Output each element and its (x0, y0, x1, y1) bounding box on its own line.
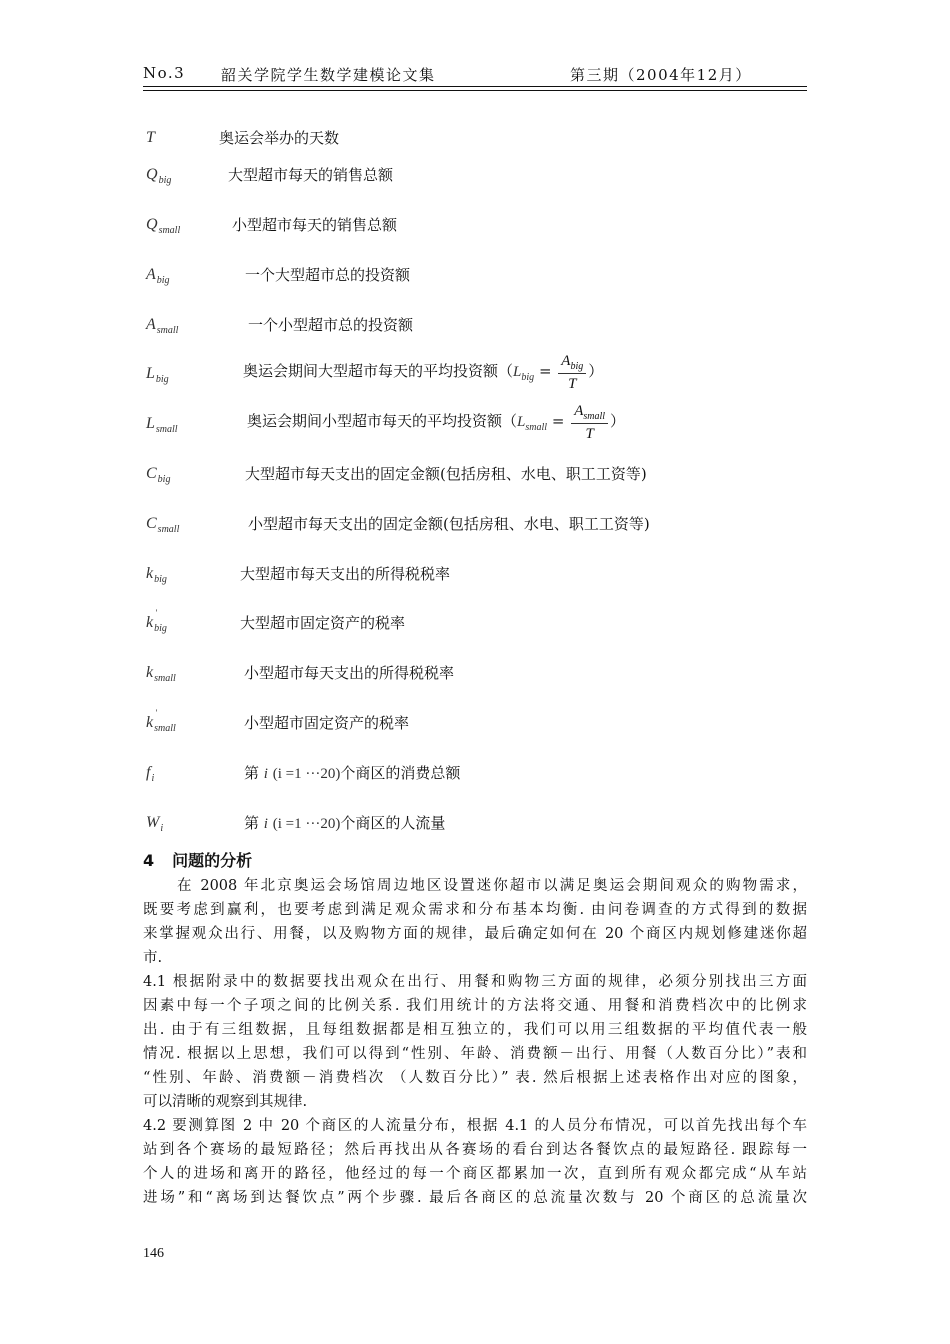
fraction: $\frac{A_{big}}{T}$ (558, 351, 586, 394)
symbol-row (0, 762, 950, 792)
symbol-description: 大型超市每天的销售总额 (228, 166, 394, 184)
section-title: 问题的分析 (172, 851, 253, 870)
symbol-row (0, 563, 950, 593)
paragraph-line: 在 2008 年北京奥运会场馆周边地区设置迷你超市以满足奥运会期间观众的购物需求， (177, 878, 807, 894)
symbol-description: 一个小型超市总的投资额 (248, 316, 414, 334)
paragraph-line: 进场”和“离场到达餐饮点”两个步骤. 最后各商区的总流量次数与 20 个商区的总流量次 (143, 1190, 807, 1206)
paragraph-line: “性别、年龄、消费额－消费档次 （人数百分比）” 表. 然后根据上述表格作出对应的图象， (143, 1070, 807, 1086)
header-rule-thick (143, 86, 807, 87)
symbol: $A_{big}$ (146, 266, 170, 286)
symbol-row (0, 264, 950, 294)
symbol-row (0, 352, 950, 393)
symbol: $Q_{big}$ (146, 166, 172, 186)
section-number: 4 (143, 851, 155, 870)
header-rule-thin (143, 90, 807, 91)
formula-lhs: $L_{small}$ (517, 414, 548, 433)
symbol-description: 小型超市每天支出的固定金额(包括房租、水电、职工工资等) (248, 515, 650, 533)
symbol: T (146, 129, 155, 146)
symbol-row (0, 812, 950, 842)
symbol-row (0, 314, 950, 344)
symbol: $f_i$ (146, 764, 155, 784)
symbol: $W_i$ (146, 814, 164, 834)
symbol-description: 第 i (i =1 ···20)个商区的消费总额 (244, 764, 461, 782)
symbol: $k_{big}$ (146, 565, 167, 585)
symbol-row (0, 402, 950, 443)
paragraph-line: 出. 由于有三组数据，且每组数据都是相互独立的，我们可以用三组数据的平均值代表一般 (143, 1022, 807, 1038)
paragraph-line: 个人的进场和离开的路径，他经过的每一个商区都累加一次，直到所有观众都完成“从车站 (143, 1166, 807, 1182)
symbol-row (0, 214, 950, 244)
symbol-description: 大型超市每天支出的固定金额(包括房租、水电、职工工资等) (245, 465, 647, 483)
paragraph-line: 4.2 要测算图 2 中 20 个商区的人流量分布，根据 4.1 的人员分布情况，可以首先找出每个车 (143, 1118, 807, 1134)
symbol-description: 大型超市固定资产的税率 (240, 614, 406, 632)
header-issue: No.3 (143, 64, 186, 82)
symbol-row (0, 463, 950, 493)
paragraph-line: 来掌握观众出行、用餐，以及购物方面的规律，最后确定如何在 20 个商区内规划修建迷你超 (143, 926, 807, 942)
symbol-row (0, 127, 950, 157)
page-number: 146 (143, 1246, 164, 1261)
symbol-description: 小型超市每天支出的所得税税率 (244, 664, 455, 682)
symbol-description: 大型超市每天支出的所得税税率 (240, 565, 451, 583)
symbol: $k_{small}$ (146, 664, 176, 684)
symbol-row (0, 164, 950, 194)
symbol: $Q_{small}$ (146, 216, 181, 236)
paragraph-line: 情况. 根据以上思想，我们可以得到“性别、年龄、消费额－出行、用餐（人数百分比）”表和 (143, 1046, 807, 1062)
symbol: $A_{small}$ (146, 316, 179, 336)
symbol-description: 奥运会期间小型超市每天的平均投资额（$L_{small}$ = $\frac{A_{small}}{T}$ ） (247, 402, 626, 442)
symbol: $C_{small}$ (146, 515, 180, 535)
paragraph-line: 4.1 根据附录中的数据要找出观众在出行、用餐和购物三方面的规律，必须分别找出三方面 (143, 974, 807, 990)
paragraph-line: 市. (143, 950, 163, 966)
formula-lhs: $L_{big}$ (513, 364, 535, 383)
paragraph-line: 站到各个赛场的最短路径；然后再找出从各赛场的看台到达各餐饮点的最短路径. 跟踪每一 (143, 1142, 807, 1158)
paragraph-line: 既要考虑到赢利，也要考虑到满足观众需求和分布基本均衡. 由问卷调查的方式得到的数据 (143, 902, 807, 918)
symbol: k ' $_{big}$ (146, 608, 167, 634)
symbol-description: 奥运会期间大型超市每天的平均投资额（$L_{big}$ = $\frac{A_{big}}{T}$ ） (243, 352, 604, 392)
fraction: $\frac{A_{small}}{T}$ (571, 401, 608, 444)
paragraph-line: 因素中每一个子项之间的比例关系. 我们用统计的方法将交通、用餐和消费档次中的比例求 (143, 998, 807, 1014)
symbol-row (0, 513, 950, 543)
paragraph-line: 可以清晰的观察到其规律. (143, 1094, 308, 1110)
symbol: $C_{big}$ (146, 465, 171, 485)
section-heading (143, 848, 252, 871)
header-period: 第三期（2004年12月） (570, 66, 752, 84)
symbol: $L_{small}$ (146, 415, 178, 435)
symbol-description: 小型超市每天的销售总额 (232, 216, 398, 234)
header-journal-title: 韶关学院学生数学建模论文集 (221, 66, 436, 84)
symbol: k ' $_{small}$ (146, 708, 176, 734)
symbol-description: 小型超市固定资产的税率 (244, 714, 410, 732)
symbol: $L_{big}$ (146, 365, 169, 385)
symbol-row (0, 662, 950, 692)
symbol-row (0, 608, 950, 642)
symbol-description: 第 i (i =1 ···20)个商区的人流量 (244, 814, 446, 832)
symbol-description: 一个大型超市总的投资额 (245, 266, 411, 284)
symbol-description: 奥运会举办的天数 (219, 129, 340, 147)
symbol-row (0, 708, 950, 742)
